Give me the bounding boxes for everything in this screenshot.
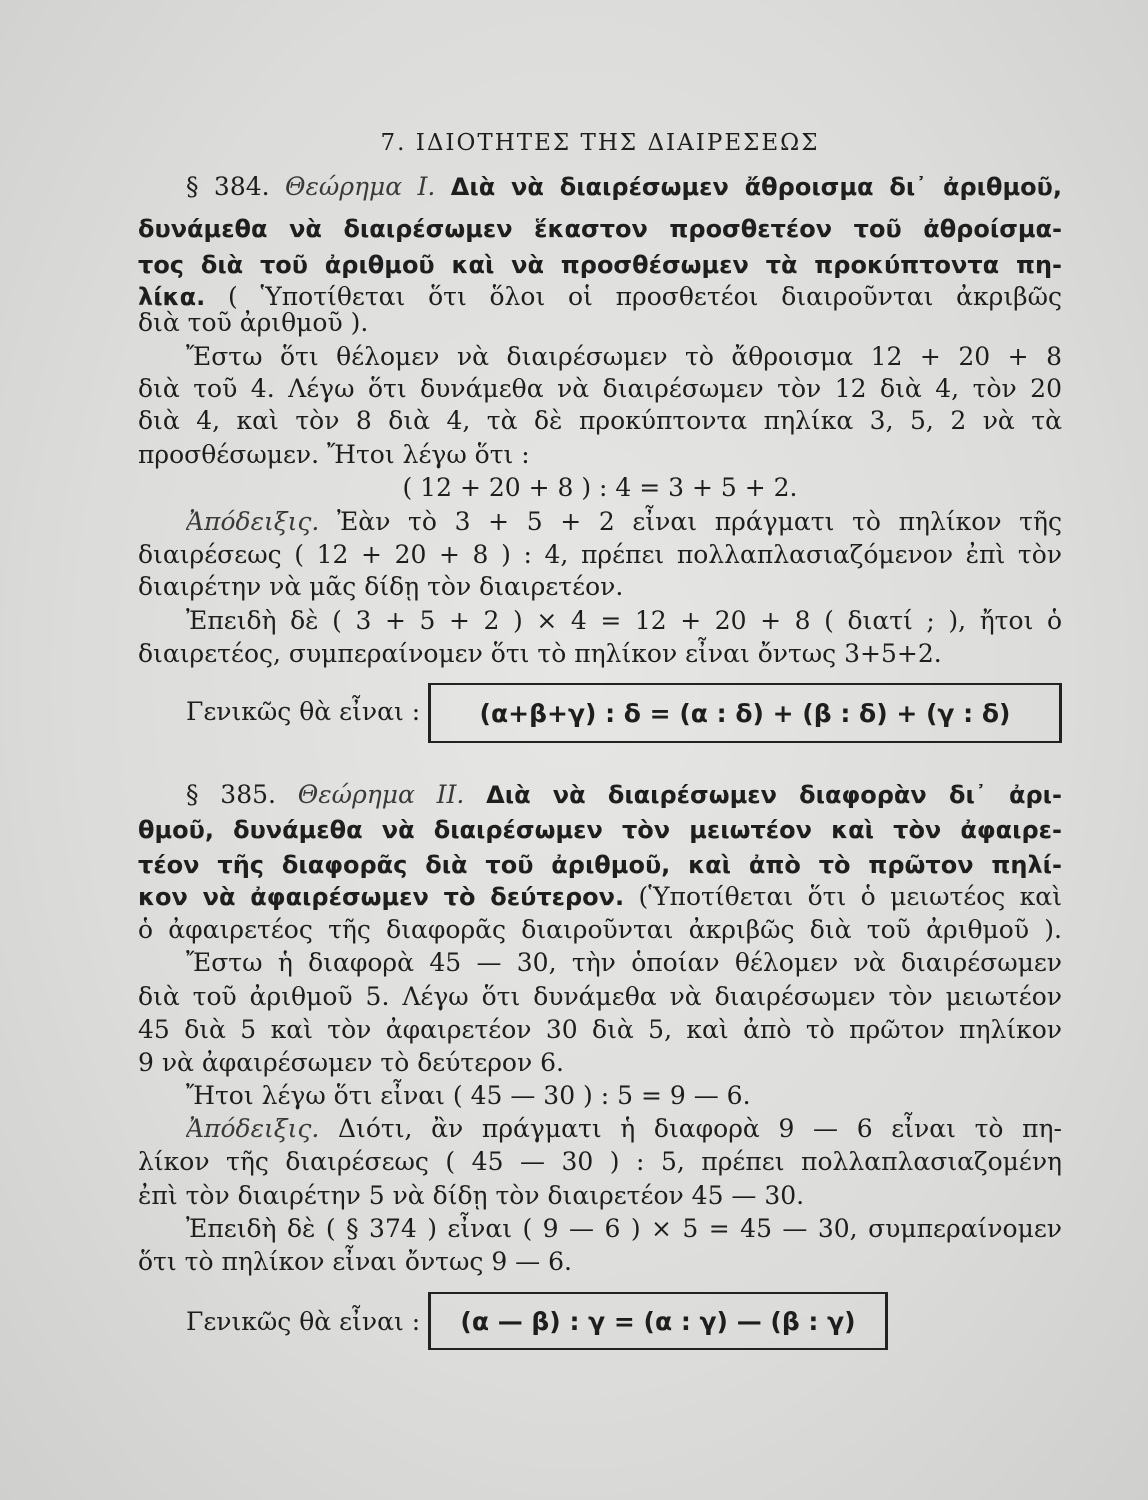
paragraph-line: διαιρετέος, συμπεραίνομεν ὅτι τὸ πηλίκον εἶναι ὄντως 3+5+2. [138,639,942,668]
theorem-statement-end: λίκα. [138,283,206,311]
theorem-384-line-1 [186,170,1062,204]
paragraph-line: προσθέσωμεν. Ἤτοι λέγω ὅτι : [138,440,530,469]
section-number: § 385. [186,780,276,809]
proof-text: Διότι, ἂν πράγματι ἡ διαφορὰ 9 — 6 εἶναι τὸ πη- [338,1114,1062,1143]
paragraph-line: Ἤτοι λέγω ὅτι εἶναι ( 45 — 30 ) : 5 = 9 — 6. [186,1081,751,1110]
theorem-label: Θεώρημα Ι. [285,172,436,201]
theorem-384-line-3: τος διὰ τοῦ ἀριθμοῦ καὶ νὰ προσθέσωμεν τὰ προκύπτοντα πη- [138,251,1062,279]
theorem-label: Θεώρημα ΙΙ. [297,780,465,809]
paragraph-line: διὰ τοῦ 4. Λέγω ὅτι δυνάμεθα νὰ διαιρέσωμεν τὸν 12 διὰ 4, τὸν 20 [138,374,1062,403]
theorem-statement: Διὰ νὰ διαιρέσωμεν διαφορὰν δι᾽ ἀρι- [486,781,1062,809]
section-heading: 7. ΙΔΙΟΤΗΤΕΣ ΤΗΣ ΔΙΑΙΡΕΣΕΩΣ [380,130,820,156]
section-number: § 384. [186,172,270,201]
formula-box-385 [428,1292,888,1350]
theorem-385-line-1 [186,778,1062,812]
paragraph-line: Ἔστω ὅτι θέλομεν νὰ διαιρέσωμεν τὸ ἄθροισμα 12 + 20 + 8 [186,342,1062,371]
paragraph-line: διαιρέτην νὰ μᾶς δίδῃ τὸν διαιρετέον. [138,572,624,601]
paragraph-line: Ἔστω ἡ διαφορὰ 45 — 30, τὴν ὁποίαν θέλομεν νὰ διαιρέσωμεν [186,948,1062,977]
proof-line [186,505,1062,539]
proof-label: Ἀπόδειξις. [186,507,320,536]
paragraph-line: ὅτι τὸ πηλίκον εἶναι ὄντως 9 — 6. [138,1247,572,1276]
paragraph-line: διαιρέσεως ( 12 + 20 + 8 ) : 4, πρέπει πολλαπλασιαζόμενον ἐπὶ τὸν [138,540,1062,569]
proof-label: Ἀπόδειξις. [186,1114,320,1143]
equation: ( 12 + 20 + 8 ) : 4 = 3 + 5 + 2. [402,473,798,502]
paragraph-line: ὁ ἀφαιρετέος τῆς διαφορᾶς διαιροῦνται ἀκριβῶς διὰ τοῦ ἀριθμοῦ ). [138,915,1062,944]
theorem-385-line-2: θμοῦ, δυνάμεθα νὰ διαιρέσωμεν τὸν μειωτέον καὶ τὸν ἀφαιρε- [138,816,1062,844]
paragraph-line: Ἐπειδὴ δὲ ( 3 + 5 + 2 ) × 4 = 12 + 20 + 8 ( διατί ; ), ἤτοι ὁ [186,606,1062,635]
formula-box-384 [428,683,1062,743]
theorem-385-line-3: τέον τῆς διαφορᾶς διὰ τοῦ ἀριθμοῦ, καὶ ἀπὸ τὸ πρῶτον πηλί- [138,851,1062,879]
assumption-text: (Ὑποτίθεται ὅτι ὁ μειωτέος καὶ [638,882,1062,911]
formula: (α+β+γ) : δ = (α : δ) + (β : δ) + (γ : δ) [479,698,1011,728]
assumption-text: ( Ὑποτίθεται ὅτι ὅλοι οἱ προσθετέοι διαιροῦνται ἀκριβῶς [227,282,1062,311]
formula: (α — β) : γ = (α : γ) — (β : γ) [460,1306,856,1336]
paragraph-line: λίκον τῆς διαιρέσεως ( 45 — 30 ) : 5, πρέπει πολλαπλασιαζομένη [138,1147,1062,1176]
paragraph-line: 9 νὰ ἀφαιρέσωμεν τὸ δεύτερον 6. [138,1048,564,1077]
theorem-385-line-4 [138,880,1062,914]
theorem-384-line-2: δυνάμεθα νὰ διαιρέσωμεν ἕκαστον προσθετέον τοῦ ἀθροίσμα- [138,215,1062,243]
paragraph-line: ἐπὶ τὸν διαιρέτην 5 νὰ δίδῃ τὸν διαιρετέον 45 — 30. [138,1181,805,1210]
paragraph-line: διὰ τοῦ ἀριθμοῦ 5. Λέγω ὅτι δυνάμεθα νὰ διαιρέσωμεν τὸν μειωτέον [138,982,1062,1011]
general-label: Γενικῶς θὰ εἶναι : [186,697,421,726]
paragraph-line: 45 διὰ 5 καὶ τὸν ἀφαιρετέον 30 διὰ 5, καὶ ἀπὸ τὸ πρῶτον πηλίκον [138,1015,1062,1044]
paragraph-line: διὰ 4, καὶ τὸν 8 διὰ 4, τὰ δὲ προκύπτοντα πηλίκα 3, 5, 2 νὰ τὰ [138,406,1062,435]
paragraph-line: διὰ τοῦ ἀριθμοῦ ). [138,308,369,337]
proof-line [186,1112,1062,1146]
proof-text: Ἐὰν τὸ 3 + 5 + 2 εἶναι πράγματι τὸ πηλίκον τῆς [336,507,1062,536]
theorem-statement: Διὰ νὰ διαιρέσωμεν ἄθροισμα δι᾽ ἀριθμοῦ, [450,173,1062,201]
paragraph-line: Ἐπειδὴ δὲ ( § 374 ) εἶναι ( 9 — 6 ) × 5 = 45 — 30, συμπεραίνομεν [186,1214,1062,1243]
general-label: Γενικῶς θὰ εἶναι : [186,1307,421,1336]
theorem-statement-end: κον νὰ ἀφαιρέσωμεν τὸ δεύτερον. [138,883,625,911]
